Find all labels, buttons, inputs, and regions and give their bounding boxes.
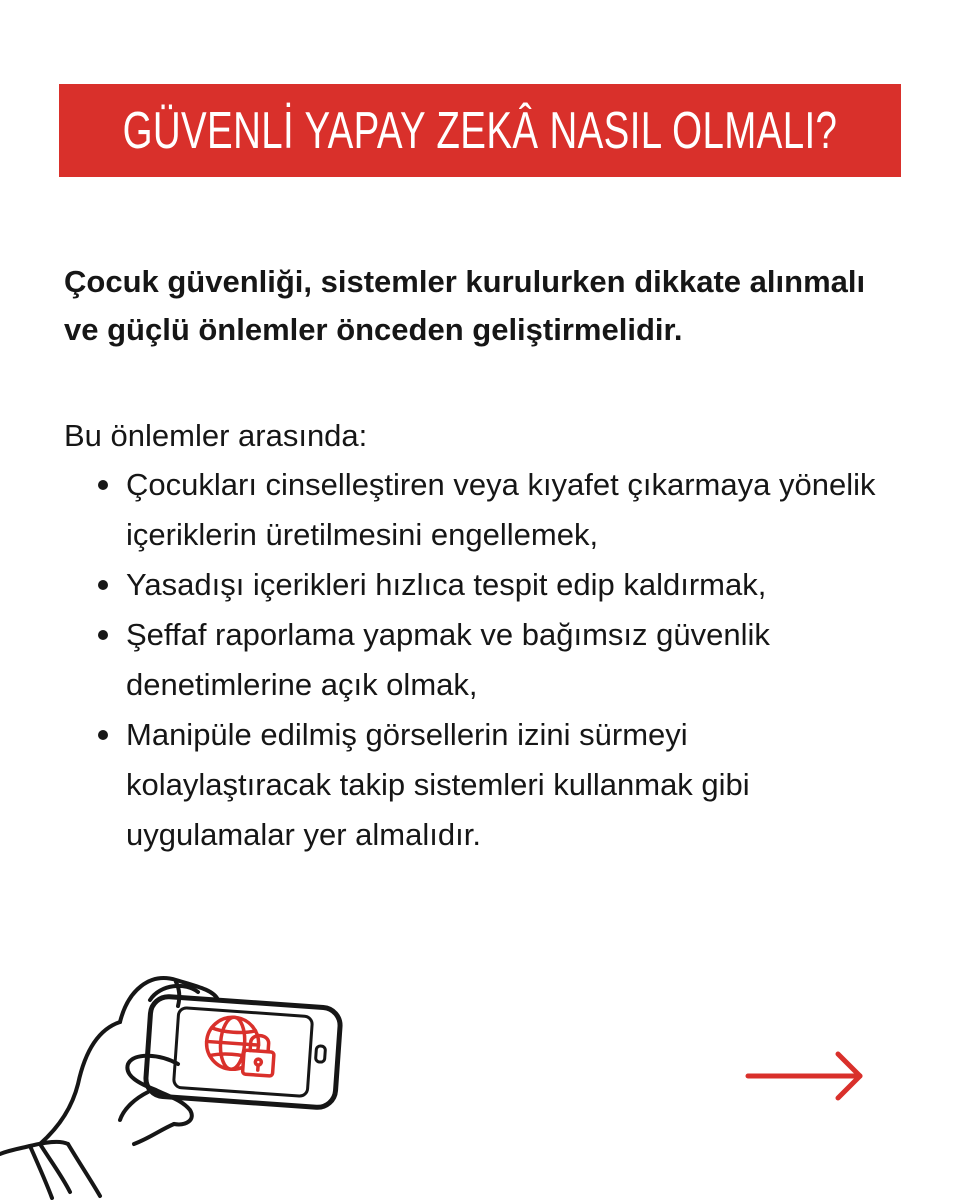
measures-list — [64, 460, 894, 860]
list-item — [64, 610, 894, 710]
hand-holding-phone-globe-lock-icon — [0, 960, 360, 1200]
list-lead-text: Bu önlemler arasında: — [64, 418, 368, 453]
intro-paragraph: Çocuk güvenliği, sistemler kurulurken dikkate alınmalı ve güçlü önlemler önceden geliştirmelidir. — [64, 264, 866, 347]
list-item-text: Şeffaf raporlama yapmak ve bağımsız güvenlik denetimlerine açık olmak, — [126, 617, 770, 702]
bullet-icon — [98, 480, 108, 490]
list-item — [64, 460, 894, 560]
list-item-text: Çocukları cinselleştiren veya kıyafet çıkarmaya yönelik içeriklerin üretilmesini engellemek, — [126, 467, 876, 552]
bullet-icon — [98, 580, 108, 590]
list-item-text: Manipüle edilmiş görsellerin izini sürmeyi kolaylaştıracak takip sistemleri kullanmak gibi uygulamalar yer almalıdır. — [126, 717, 750, 852]
bullet-icon — [98, 730, 108, 740]
arrow-right-icon[interactable] — [740, 1046, 866, 1106]
list-item — [64, 560, 894, 610]
list-item-text: Yasadışı içerikleri hızlıca tespit edip kaldırmak, — [126, 567, 767, 602]
bullet-icon — [98, 630, 108, 640]
page-title: GÜVENLİ YAPAY ZEKÂ NASIL OLMALI? — [122, 101, 838, 160]
title-banner — [59, 84, 901, 177]
list-item — [64, 710, 894, 860]
